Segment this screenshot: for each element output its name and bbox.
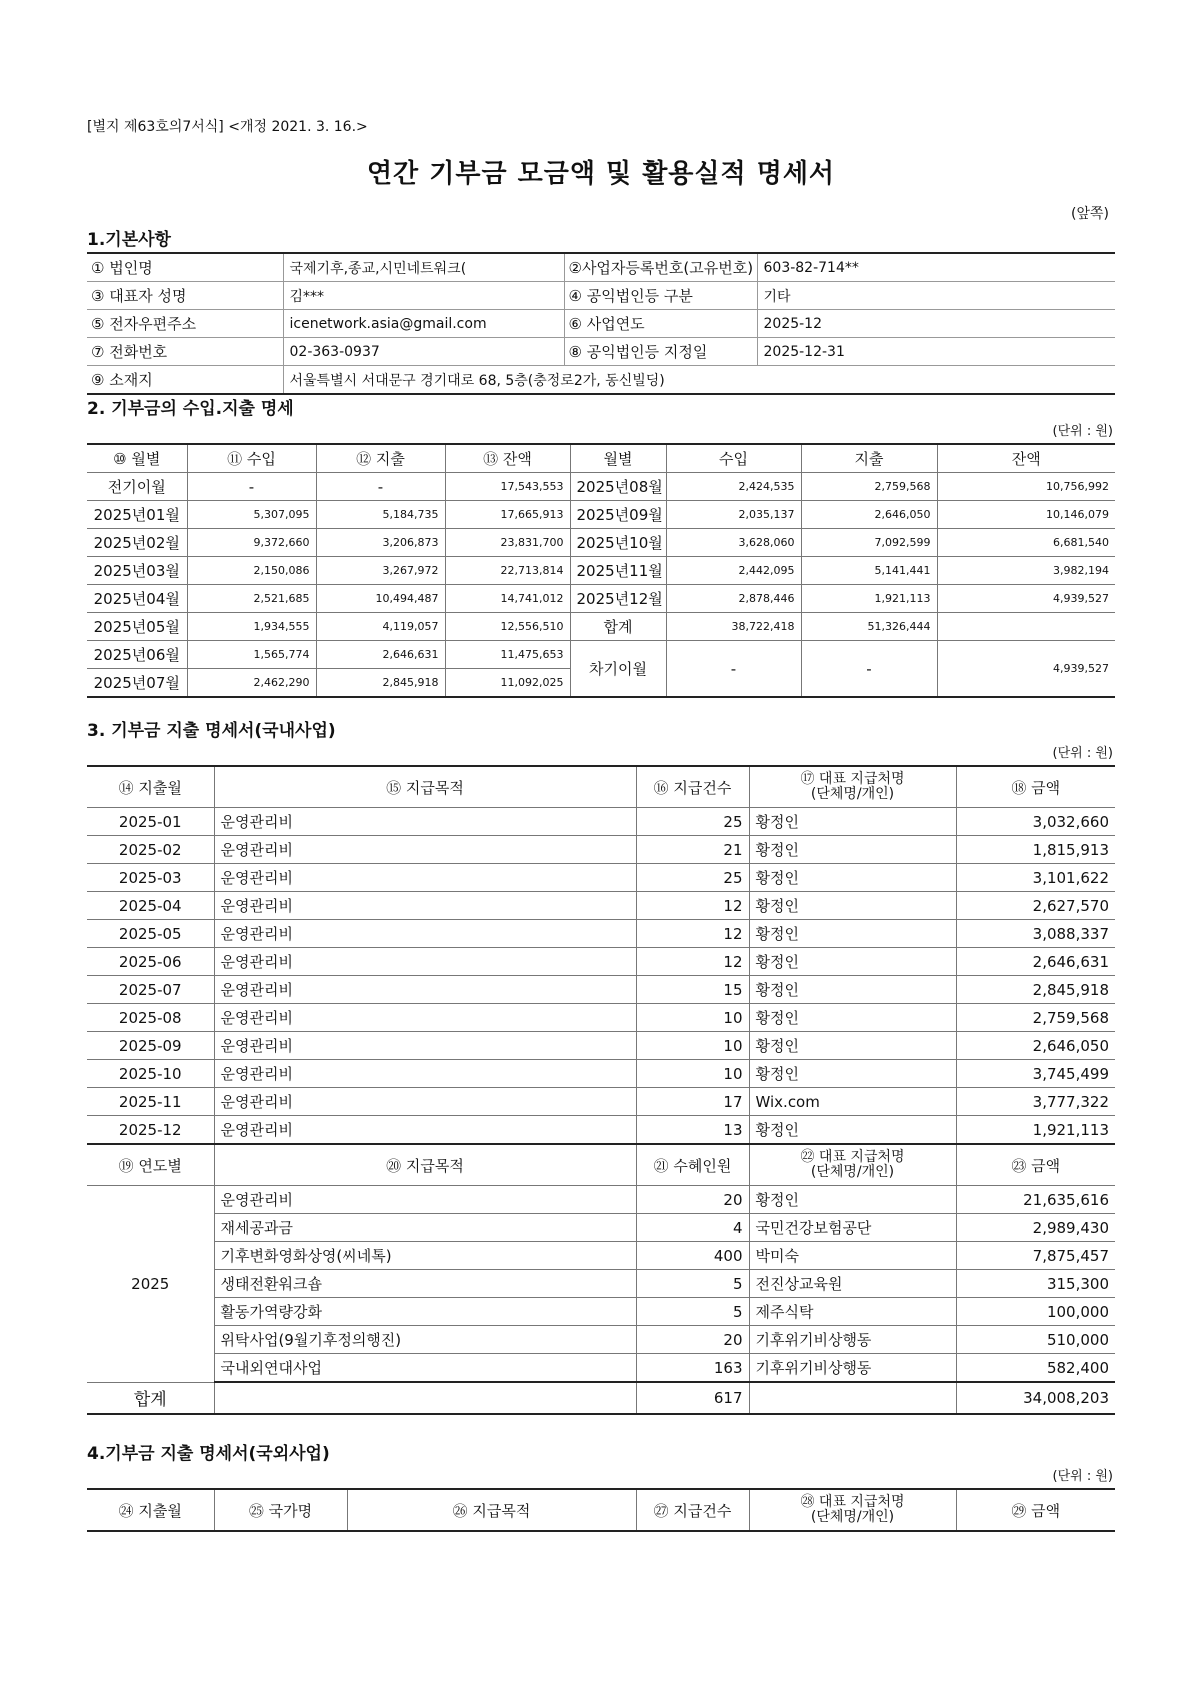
yearly-beneficiaries: 4 bbox=[636, 1214, 749, 1242]
table-row bbox=[87, 613, 1115, 641]
column-header: ⑩ 월별 bbox=[87, 444, 187, 473]
month-cell: 2025년12월 bbox=[570, 585, 666, 613]
expense-amount: 1,815,913 bbox=[956, 836, 1115, 864]
basic-info-section bbox=[87, 228, 1115, 395]
table-row bbox=[87, 473, 1115, 501]
domestic-expense-table bbox=[87, 765, 1115, 1415]
column-header: ㉙ 금액 bbox=[956, 1489, 1115, 1531]
yearly-payee: 기후위기비상행동 bbox=[749, 1354, 956, 1383]
total-row bbox=[87, 1382, 1115, 1414]
header-row bbox=[87, 766, 1115, 808]
month-cell: 2025년02월 bbox=[87, 529, 187, 557]
expense-payee: 황정인 bbox=[749, 892, 956, 920]
expense-row bbox=[87, 1004, 1115, 1032]
payee-header-line2: (단체명/개인) bbox=[810, 1164, 895, 1180]
expense-row bbox=[87, 976, 1115, 1004]
expense-payee: 황정인 bbox=[749, 1004, 956, 1032]
column-header: ㉑ 수혜인원 bbox=[636, 1144, 749, 1186]
field-label: ⑨ 소재지 bbox=[91, 371, 153, 389]
expense-count: 13 bbox=[636, 1116, 749, 1145]
page-title: 연간 기부금 모금액 및 활용실적 명세서 bbox=[366, 159, 836, 189]
table-row bbox=[87, 529, 1115, 557]
yearly-row bbox=[87, 1242, 1115, 1270]
month-cell: 2025년09월 bbox=[570, 501, 666, 529]
income-cell: 2,462,290 bbox=[187, 669, 316, 698]
column-header: ⑱ 금액 bbox=[956, 766, 1115, 808]
expense-purpose: 운영관리비 bbox=[214, 892, 636, 920]
payee-header-line1: ㉘ 대표 지급처명 bbox=[800, 1494, 905, 1510]
income-cell: 38,722,418 bbox=[666, 613, 801, 641]
section-title-domestic: 3. 기부금 지출 명세서(국내사업) bbox=[87, 721, 336, 741]
yearly-purpose: 국내외연대사업 bbox=[214, 1354, 636, 1383]
expense-month: 2025-05 bbox=[87, 920, 214, 948]
field-label: ⑥ 사업연도 bbox=[564, 310, 757, 338]
month-cell: 2025년06월 bbox=[87, 641, 187, 669]
expense-month: 2025-04 bbox=[87, 892, 214, 920]
column-header: 잔액 bbox=[937, 444, 1115, 473]
expense-row bbox=[87, 864, 1115, 892]
expense-purpose: 운영관리비 bbox=[214, 1004, 636, 1032]
expense-cell: 2,845,918 bbox=[316, 669, 445, 698]
expense-count: 10 bbox=[636, 1032, 749, 1060]
column-header: ㉗ 지급건수 bbox=[636, 1489, 749, 1531]
yearly-beneficiaries: 5 bbox=[636, 1270, 749, 1298]
carry-expense: - bbox=[801, 641, 937, 698]
field-label: ⑤ 전자우편주소 bbox=[87, 310, 283, 338]
expense-amount: 2,627,570 bbox=[956, 892, 1115, 920]
expense-count: 12 bbox=[636, 920, 749, 948]
yearly-row bbox=[87, 1326, 1115, 1354]
expense-count: 15 bbox=[636, 976, 749, 1004]
yearly-purpose: 재세공과금 bbox=[214, 1214, 636, 1242]
income-cell: 2,442,095 bbox=[666, 557, 801, 585]
expense-payee: 황정인 bbox=[749, 836, 956, 864]
expense-month: 2025-01 bbox=[87, 808, 214, 836]
header-row bbox=[87, 1489, 1115, 1531]
balance-cell: 23,831,700 bbox=[445, 529, 570, 557]
field-value: 2025-12-31 bbox=[757, 338, 1115, 366]
expense-amount: 3,101,622 bbox=[956, 864, 1115, 892]
yearly-amount: 582,400 bbox=[956, 1354, 1115, 1383]
section-title-basic: 1.기본사항 bbox=[87, 230, 171, 250]
column-header: ㉖ 지급목적 bbox=[347, 1489, 636, 1531]
unit-label-overseas: (단위 : 원) bbox=[1052, 1469, 1113, 1484]
column-header: 수입 bbox=[666, 444, 801, 473]
expense-amount: 3,088,337 bbox=[956, 920, 1115, 948]
month-cell: 2025년11월 bbox=[570, 557, 666, 585]
column-header: ㉓ 금액 bbox=[956, 1144, 1115, 1186]
expense-month: 2025-03 bbox=[87, 864, 214, 892]
section-title-income: 2. 기부금의 수입.지출 명세 bbox=[87, 399, 294, 419]
expense-count: 17 bbox=[636, 1088, 749, 1116]
field-label: ③ 대표자 성명 bbox=[87, 282, 283, 310]
balance-cell: 12,556,510 bbox=[445, 613, 570, 641]
basic-info-table bbox=[87, 252, 1115, 395]
table-row bbox=[87, 585, 1115, 613]
field-value: 603-82-714** bbox=[757, 253, 1115, 282]
expense-payee: 황정인 bbox=[749, 808, 956, 836]
income-cell: 1,934,555 bbox=[187, 613, 316, 641]
expense-purpose: 운영관리비 bbox=[214, 1116, 636, 1145]
expense-cell: 7,092,599 bbox=[801, 529, 937, 557]
expense-row bbox=[87, 1088, 1115, 1116]
total-amount: 34,008,203 bbox=[956, 1382, 1115, 1414]
income-cell: 1,565,774 bbox=[187, 641, 316, 669]
yearly-row bbox=[87, 1298, 1115, 1326]
expense-month: 2025-08 bbox=[87, 1004, 214, 1032]
expense-row bbox=[87, 808, 1115, 836]
carry-balance: 4,939,527 bbox=[937, 641, 1115, 698]
overseas-expense-table bbox=[87, 1488, 1115, 1532]
expense-month: 2025-07 bbox=[87, 976, 214, 1004]
basic-info-row bbox=[87, 366, 1115, 395]
expense-row bbox=[87, 948, 1115, 976]
expense-row bbox=[87, 836, 1115, 864]
expense-cell: 2,646,631 bbox=[316, 641, 445, 669]
balance-cell: 14,741,012 bbox=[445, 585, 570, 613]
domestic-expense-section bbox=[87, 719, 1115, 1415]
expense-count: 21 bbox=[636, 836, 749, 864]
yearly-row bbox=[87, 1214, 1115, 1242]
balance-cell: 11,475,653 bbox=[445, 641, 570, 669]
yearly-purpose: 활동가역량강화 bbox=[214, 1298, 636, 1326]
income-cell: 2,150,086 bbox=[187, 557, 316, 585]
expense-cell: 51,326,444 bbox=[801, 613, 937, 641]
front-page-label: (앞쪽) bbox=[1071, 206, 1109, 222]
expense-amount: 2,759,568 bbox=[956, 1004, 1115, 1032]
yearly-beneficiaries: 20 bbox=[636, 1186, 749, 1214]
column-header: 월별 bbox=[570, 444, 666, 473]
expense-count: 10 bbox=[636, 1004, 749, 1032]
balance-cell: 10,146,079 bbox=[937, 501, 1115, 529]
expense-purpose: 운영관리비 bbox=[214, 976, 636, 1004]
unit-label-domestic: (단위 : 원) bbox=[1052, 746, 1113, 761]
expense-purpose: 운영관리비 bbox=[214, 864, 636, 892]
expense-cell: 2,646,050 bbox=[801, 501, 937, 529]
yearly-purpose: 위탁사업(9월기후정의행진) bbox=[214, 1326, 636, 1354]
column-header: ⑳ 지급목적 bbox=[214, 1144, 636, 1186]
field-value: 기타 bbox=[757, 282, 1115, 310]
yearly-payee: 박미숙 bbox=[749, 1242, 956, 1270]
payee-header-line2: (단체명/개인) bbox=[810, 786, 895, 802]
expense-cell: 2,759,568 bbox=[801, 473, 937, 501]
yearly-row bbox=[87, 1270, 1115, 1298]
field-value: 02-363-0937 bbox=[283, 338, 564, 366]
column-header: ⑬ 잔액 bbox=[445, 444, 570, 473]
income-cell: - bbox=[187, 473, 316, 501]
field-label: ⑧ 공익법인등 지정일 bbox=[564, 338, 757, 366]
month-cell: 2025년05월 bbox=[87, 613, 187, 641]
balance-cell bbox=[937, 613, 1115, 641]
yearly-beneficiaries: 163 bbox=[636, 1354, 749, 1383]
yearly-beneficiaries: 5 bbox=[636, 1298, 749, 1326]
column-header: ⑭ 지출월 bbox=[87, 766, 214, 808]
yearly-amount: 7,875,457 bbox=[956, 1242, 1115, 1270]
total-label: 합계 bbox=[87, 1382, 214, 1414]
table-row bbox=[87, 641, 1115, 669]
yearly-row bbox=[87, 1186, 1115, 1214]
expense-purpose: 운영관리비 bbox=[214, 1060, 636, 1088]
payee-header-line1: ⑰ 대표 지급처명 bbox=[800, 771, 905, 787]
expense-amount: 2,646,050 bbox=[956, 1032, 1115, 1060]
expense-count: 10 bbox=[636, 1060, 749, 1088]
section-title-overseas: 4.기부금 지출 명세서(국외사업) bbox=[87, 1444, 330, 1464]
expense-purpose: 운영관리비 bbox=[214, 836, 636, 864]
year-cell: 2025 bbox=[87, 1186, 214, 1383]
income-cell: 5,307,095 bbox=[187, 501, 316, 529]
expense-amount: 2,646,631 bbox=[956, 948, 1115, 976]
expense-month: 2025-06 bbox=[87, 948, 214, 976]
balance-cell: 17,543,553 bbox=[445, 473, 570, 501]
income-cell: 3,628,060 bbox=[666, 529, 801, 557]
expense-cell: - bbox=[316, 473, 445, 501]
column-header: ⑯ 지급건수 bbox=[636, 766, 749, 808]
expense-cell: 4,119,057 bbox=[316, 613, 445, 641]
month-cell: 전기이월 bbox=[87, 473, 187, 501]
total-empty bbox=[214, 1382, 636, 1414]
month-cell: 합계 bbox=[570, 613, 666, 641]
expense-count: 12 bbox=[636, 948, 749, 976]
expense-payee: 황정인 bbox=[749, 864, 956, 892]
expense-purpose: 운영관리비 bbox=[214, 920, 636, 948]
income-expense-table bbox=[87, 443, 1115, 698]
field-label: ① 법인명 bbox=[87, 253, 283, 282]
expense-month: 2025-10 bbox=[87, 1060, 214, 1088]
expense-purpose: 운영관리비 bbox=[214, 1088, 636, 1116]
payee-header bbox=[749, 1144, 956, 1186]
yearly-payee: 제주식탁 bbox=[749, 1298, 956, 1326]
basic-info-row bbox=[87, 338, 1115, 366]
balance-cell: 22,713,814 bbox=[445, 557, 570, 585]
month-cell: 2025년03월 bbox=[87, 557, 187, 585]
expense-payee: 황정인 bbox=[749, 1060, 956, 1088]
expense-cell: 5,184,735 bbox=[316, 501, 445, 529]
basic-info-row bbox=[87, 310, 1115, 338]
expense-row bbox=[87, 1060, 1115, 1088]
expense-cell: 10,494,487 bbox=[316, 585, 445, 613]
total-empty bbox=[749, 1382, 956, 1414]
column-header: ⑲ 연도별 bbox=[87, 1144, 214, 1186]
expense-purpose: 운영관리비 bbox=[214, 1032, 636, 1060]
basic-info-row bbox=[87, 282, 1115, 310]
month-cell: 2025년10월 bbox=[570, 529, 666, 557]
yearly-amount: 510,000 bbox=[956, 1326, 1115, 1354]
income-cell: 9,372,660 bbox=[187, 529, 316, 557]
yearly-payee: 국민건강보험공단 bbox=[749, 1214, 956, 1242]
expense-row bbox=[87, 1116, 1115, 1145]
balance-cell: 10,756,992 bbox=[937, 473, 1115, 501]
month-cell: 2025년01월 bbox=[87, 501, 187, 529]
expense-purpose: 운영관리비 bbox=[214, 808, 636, 836]
expense-cell: 3,267,972 bbox=[316, 557, 445, 585]
income-cell: 2,424,535 bbox=[666, 473, 801, 501]
field-value: icenetwork.asia@gmail.com bbox=[283, 310, 564, 338]
balance-cell: 17,665,913 bbox=[445, 501, 570, 529]
expense-payee: 황정인 bbox=[749, 1116, 956, 1145]
expense-count: 25 bbox=[636, 808, 749, 836]
expense-month: 2025-09 bbox=[87, 1032, 214, 1060]
address-value: 서울특별시 서대문구 경기대로 68, 5층(충정로2가, 동신빌딩) bbox=[283, 366, 1115, 395]
expense-cell: 5,141,441 bbox=[801, 557, 937, 585]
expense-count: 25 bbox=[636, 864, 749, 892]
expense-month: 2025-02 bbox=[87, 836, 214, 864]
column-header: ⑫ 지출 bbox=[316, 444, 445, 473]
expense-payee: 황정인 bbox=[749, 976, 956, 1004]
column-header: ⑮ 지급목적 bbox=[214, 766, 636, 808]
yearly-amount: 2,989,430 bbox=[956, 1214, 1115, 1242]
income-cell: 2,035,137 bbox=[666, 501, 801, 529]
form-reference: [별지 제63호의7서식] <개정 2021. 3. 16.> bbox=[87, 119, 368, 135]
expense-purpose: 운영관리비 bbox=[214, 948, 636, 976]
column-header: 지출 bbox=[801, 444, 937, 473]
payee-header-line2: (단체명/개인) bbox=[810, 1509, 895, 1525]
balance-cell: 11,092,025 bbox=[445, 669, 570, 698]
expense-payee: Wix.com bbox=[749, 1088, 956, 1116]
yearly-amount: 21,635,616 bbox=[956, 1186, 1115, 1214]
yearly-purpose: 운영관리비 bbox=[214, 1186, 636, 1214]
month-cell: 2025년08월 bbox=[570, 473, 666, 501]
field-value: 김*** bbox=[283, 282, 564, 310]
expense-row bbox=[87, 920, 1115, 948]
total-count: 617 bbox=[636, 1382, 749, 1414]
yearly-purpose: 생태전환워크숍 bbox=[214, 1270, 636, 1298]
table-row bbox=[87, 501, 1115, 529]
yearly-beneficiaries: 400 bbox=[636, 1242, 749, 1270]
balance-cell: 3,982,194 bbox=[937, 557, 1115, 585]
expense-month: 2025-12 bbox=[87, 1116, 214, 1145]
field-label: ④ 공익법인등 구분 bbox=[564, 282, 757, 310]
payee-header-line1: ㉒ 대표 지급처명 bbox=[800, 1149, 905, 1165]
expense-cell: 3,206,873 bbox=[316, 529, 445, 557]
header-row bbox=[87, 1144, 1115, 1186]
field-value: 국제기후,종교,시민네트워크( bbox=[283, 253, 564, 282]
expense-amount: 3,032,660 bbox=[956, 808, 1115, 836]
field-value: 2025-12 bbox=[757, 310, 1115, 338]
yearly-amount: 315,300 bbox=[956, 1270, 1115, 1298]
expense-amount: 3,777,322 bbox=[956, 1088, 1115, 1116]
expense-amount: 2,845,918 bbox=[956, 976, 1115, 1004]
field-label: ⑦ 전화번호 bbox=[87, 338, 283, 366]
balance-cell: 4,939,527 bbox=[937, 585, 1115, 613]
balance-cell: 6,681,540 bbox=[937, 529, 1115, 557]
carry-income: - bbox=[666, 641, 801, 698]
overseas-expense-section bbox=[87, 1442, 1115, 1532]
expense-amount: 1,921,113 bbox=[956, 1116, 1115, 1145]
yearly-amount: 100,000 bbox=[956, 1298, 1115, 1326]
yearly-row bbox=[87, 1354, 1115, 1383]
income-cell: 2,521,685 bbox=[187, 585, 316, 613]
payee-header bbox=[749, 766, 956, 808]
yearly-beneficiaries: 20 bbox=[636, 1326, 749, 1354]
basic-info-row bbox=[87, 253, 1115, 282]
column-header: ⑪ 수입 bbox=[187, 444, 316, 473]
unit-label-income: (단위 : 원) bbox=[1052, 424, 1113, 439]
yearly-payee: 기후위기비상행동 bbox=[749, 1326, 956, 1354]
expense-amount: 3,745,499 bbox=[956, 1060, 1115, 1088]
yearly-payee: 전진상교육원 bbox=[749, 1270, 956, 1298]
month-cell: 2025년04월 bbox=[87, 585, 187, 613]
yearly-purpose: 기후변화영화상영(씨네톡) bbox=[214, 1242, 636, 1270]
expense-payee: 황정인 bbox=[749, 920, 956, 948]
income-expense-section bbox=[87, 397, 1115, 698]
carry-over-label: 차기이월 bbox=[570, 641, 666, 698]
income-cell: 2,878,446 bbox=[666, 585, 801, 613]
yearly-payee: 황정인 bbox=[749, 1186, 956, 1214]
table-row bbox=[87, 557, 1115, 585]
expense-payee: 황정인 bbox=[749, 948, 956, 976]
payee-header bbox=[749, 1489, 956, 1531]
expense-cell: 1,921,113 bbox=[801, 585, 937, 613]
field-label: ②사업자등록번호(고유번호) bbox=[564, 253, 757, 282]
expense-count: 12 bbox=[636, 892, 749, 920]
expense-row bbox=[87, 892, 1115, 920]
expense-month: 2025-11 bbox=[87, 1088, 214, 1116]
column-header: ㉔ 지출월 bbox=[87, 1489, 214, 1531]
column-header: ㉕ 국가명 bbox=[214, 1489, 347, 1531]
expense-payee: 황정인 bbox=[749, 1032, 956, 1060]
month-cell: 2025년07월 bbox=[87, 669, 187, 698]
expense-row bbox=[87, 1032, 1115, 1060]
